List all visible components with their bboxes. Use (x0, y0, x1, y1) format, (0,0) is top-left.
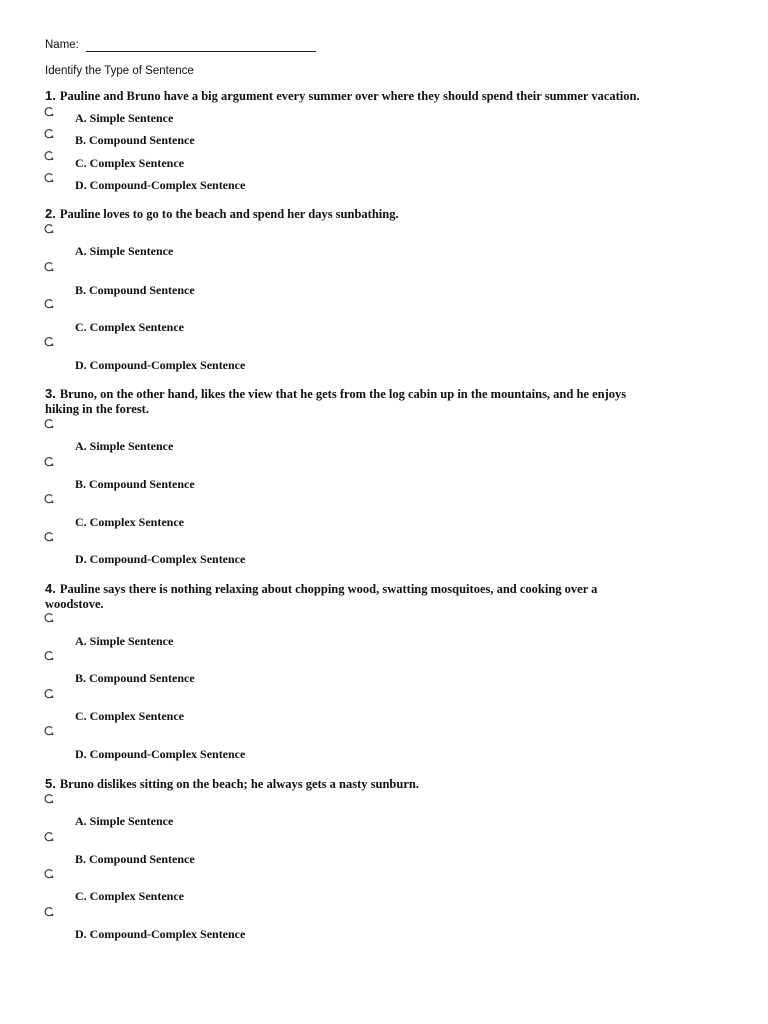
radio-button-icon[interactable] (44, 129, 54, 139)
question-text: Bruno dislikes sitting on the beach; he always gets a nasty sunburn. (59, 777, 419, 791)
option-b: B. Compound Sentence (75, 852, 195, 866)
radio-button-icon[interactable] (44, 532, 54, 542)
radio-button-icon[interactable] (44, 299, 54, 309)
option-d: D. Compound-Complex Sentence (75, 358, 246, 372)
name-label: Name: (45, 39, 79, 51)
question-2 (45, 206, 399, 222)
option-c: C. Complex Sentence (75, 320, 184, 334)
radio-button-icon[interactable] (44, 151, 54, 161)
radio-button-icon[interactable] (44, 494, 54, 504)
option-a: A. Simple Sentence (75, 244, 174, 258)
option-b: B. Compound Sentence (75, 671, 195, 685)
option-a: A. Simple Sentence (75, 111, 174, 125)
question-number: 2. (45, 206, 56, 221)
radio-button-icon[interactable] (44, 173, 54, 183)
radio-button-icon[interactable] (44, 337, 54, 347)
radio-button-icon[interactable] (44, 794, 54, 804)
option-c: C. Complex Sentence (75, 889, 184, 903)
option-c: C. Complex Sentence (75, 709, 184, 723)
question-text: Pauline and Bruno have a big argument every summer over where they should spend their summer vacation. (59, 89, 640, 103)
question-number: 4. (45, 581, 56, 596)
radio-button-icon[interactable] (44, 107, 54, 117)
option-c: C. Complex Sentence (75, 515, 184, 529)
radio-button-icon[interactable] (44, 651, 54, 661)
option-d: D. Compound-Complex Sentence (75, 178, 246, 192)
radio-button-icon[interactable] (44, 613, 54, 623)
radio-button-icon[interactable] (44, 689, 54, 699)
radio-button-icon[interactable] (44, 262, 54, 272)
radio-button-icon[interactable] (44, 726, 54, 736)
question-text-continued: woodstove. (45, 597, 104, 611)
question-text: Bruno, on the other hand, likes the view that he gets from the log cabin up in the mountains, and he enjoys (59, 387, 627, 401)
option-b: B. Compound Sentence (75, 477, 195, 491)
option-a: A. Simple Sentence (75, 439, 174, 453)
instructions: Identify the Type of Sentence (45, 65, 194, 77)
question-number: 5. (45, 776, 56, 791)
question-5 (45, 776, 419, 792)
option-b: B. Compound Sentence (75, 283, 195, 297)
option-c: C. Complex Sentence (75, 156, 184, 170)
radio-button-icon[interactable] (44, 419, 54, 429)
name-field[interactable] (86, 51, 316, 52)
question-text-continued: hiking in the forest. (45, 402, 149, 416)
option-d: D. Compound-Complex Sentence (75, 927, 246, 941)
question-text: Pauline says there is nothing relaxing about chopping wood, swatting mosquitoes, and cooking over a (59, 582, 598, 596)
question-4 (45, 581, 597, 597)
option-a: A. Simple Sentence (75, 814, 174, 828)
question-text: Pauline loves to go to the beach and spend her days sunbathing. (59, 207, 399, 221)
radio-button-icon[interactable] (44, 907, 54, 917)
question-number: 1. (45, 88, 56, 103)
radio-button-icon[interactable] (44, 224, 54, 234)
question-number: 3. (45, 386, 56, 401)
question-3 (45, 386, 626, 402)
radio-button-icon[interactable] (44, 457, 54, 467)
radio-button-icon[interactable] (44, 869, 54, 879)
option-d: D. Compound-Complex Sentence (75, 552, 246, 566)
option-b: B. Compound Sentence (75, 133, 195, 147)
option-a: A. Simple Sentence (75, 634, 174, 648)
radio-button-icon[interactable] (44, 832, 54, 842)
option-d: D. Compound-Complex Sentence (75, 747, 246, 761)
question-1 (45, 88, 640, 104)
